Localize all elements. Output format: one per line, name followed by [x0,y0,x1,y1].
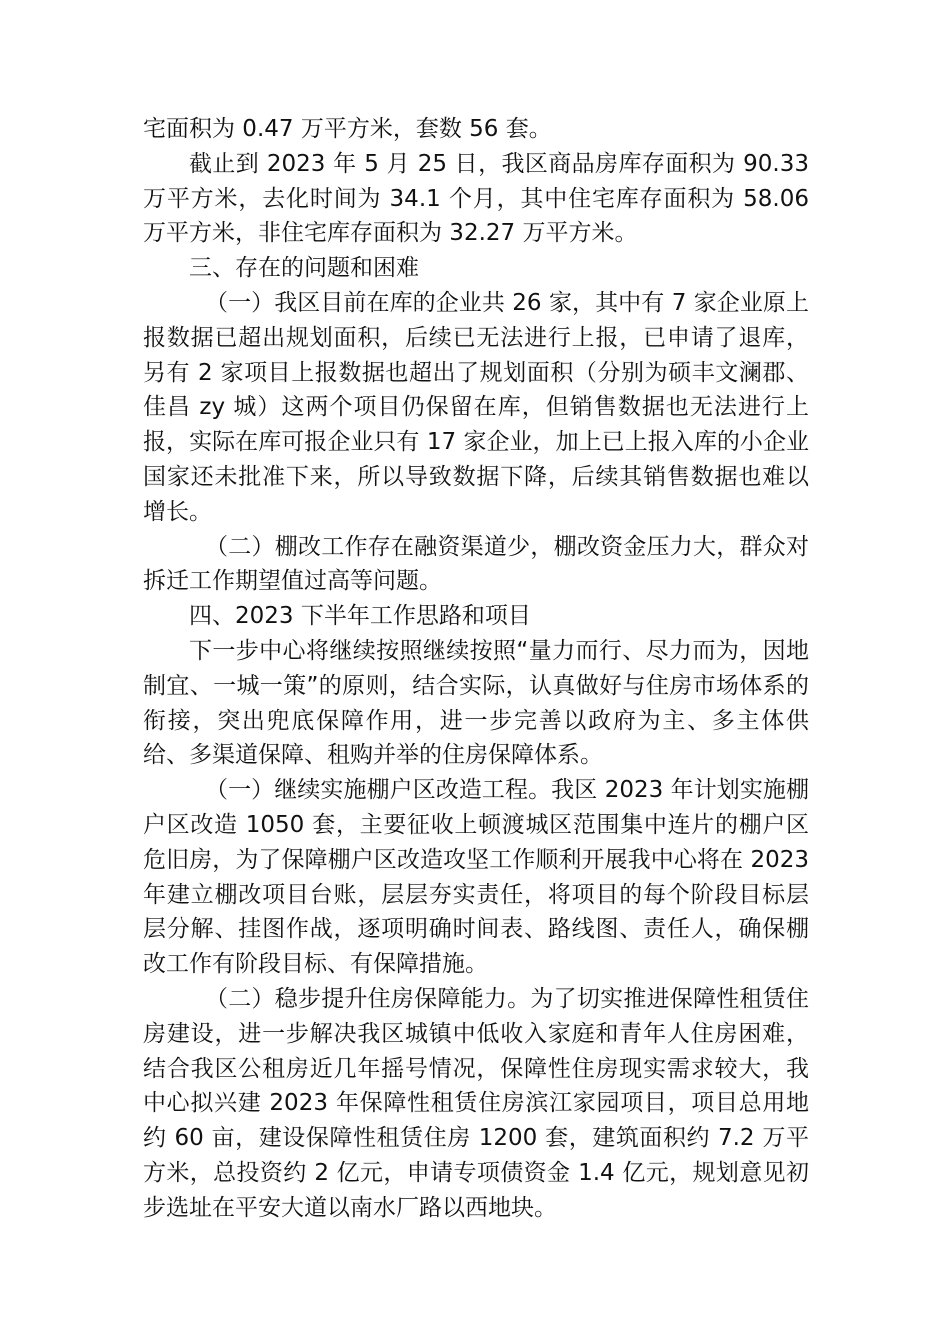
paragraph-problem-2: （二）棚改工作存在融资渠道少，棚改资金压力大，群众对拆迁工作期望值过高等问题。 [143,533,809,595]
document-body [143,112,809,1226]
paragraph-plan-2: （二）稳步提升住房保障能力。为了切实推进保障性租赁住房建设，进一步解决我区城镇中低收入家庭和青年人住房困难，结合我区公租房近几年摇号情况，保障性住房现实需求较大，我中心拟兴建 2023 年保障性租赁住房滨江家园项目，项目总用地约 60 亩，建设保障性租赁住房 1200 套，建筑面积约 7.2 万平方米，总投资约 2 亿元，申请专项债资金 1.4 亿元，规划意见初步选址在平安大道以南水厂路以西地块。 [143,985,809,1221]
section-heading-plan: 四、2023 下半年工作思路和项目 [189,603,531,630]
paragraph-continued: 宅面积为 0.47 万平方米，套数 56 套。 [143,116,552,142]
section-heading-problems: 三、存在的问题和困难 [189,255,419,282]
paragraph-plan-intro: 下一步中心将继续按照继续按照“量力而行、尽力而为，因地制宜、一城一策”的原则，结合实际，认真做好与住房市场体系的衔接，突出兜底保障作用，进一步完善以政府为主、多主体供给、多渠道保障、租购并举的住房保障体系。 [143,637,809,769]
paragraph-problem-1: （一）我区目前在库的企业共 26 家，其中有 7 家企业原上报数据已超出规划面积，后续已无法进行上报，已申请了退库，另有 2 家项目上报数据也超出了规划面积（分别为硕丰文澜郡、佳昌 zy 城）这两个项目仍保留在库，但销售数据也无法进行上报，实际在库可报企业只有 17 家企业，加上已上报入库的小企业国家还未批准下来，所以导致数据下降，后续其销售数据也难以增长。 [143,289,809,525]
paragraph-inventory: 截止到 2023 年 5 月 25 日，我区商品房库存面积为 90.33 万平方米，去化时间为 34.1 个月，其中住宅库存面积为 58.06 万平方米，非住宅库存面积为 32.27 万平方米。 [143,150,809,247]
paragraph-plan-1: （一）继续实施棚户区改造工程。我区 2023 年计划实施棚户区改造 1050 套，主要征收上顿渡城区范围集中连片的棚户区危旧房，为了保障棚户区改造攻坚工作顺利开展我中心将在 2023 年建立棚改项目台账，层层夯实责任，将项目的每个阶段目标层层分解、挂图作战，逐项明确时间表、路线图、责任人，确保棚改工作有阶段目标、有保障措施。 [143,777,809,978]
